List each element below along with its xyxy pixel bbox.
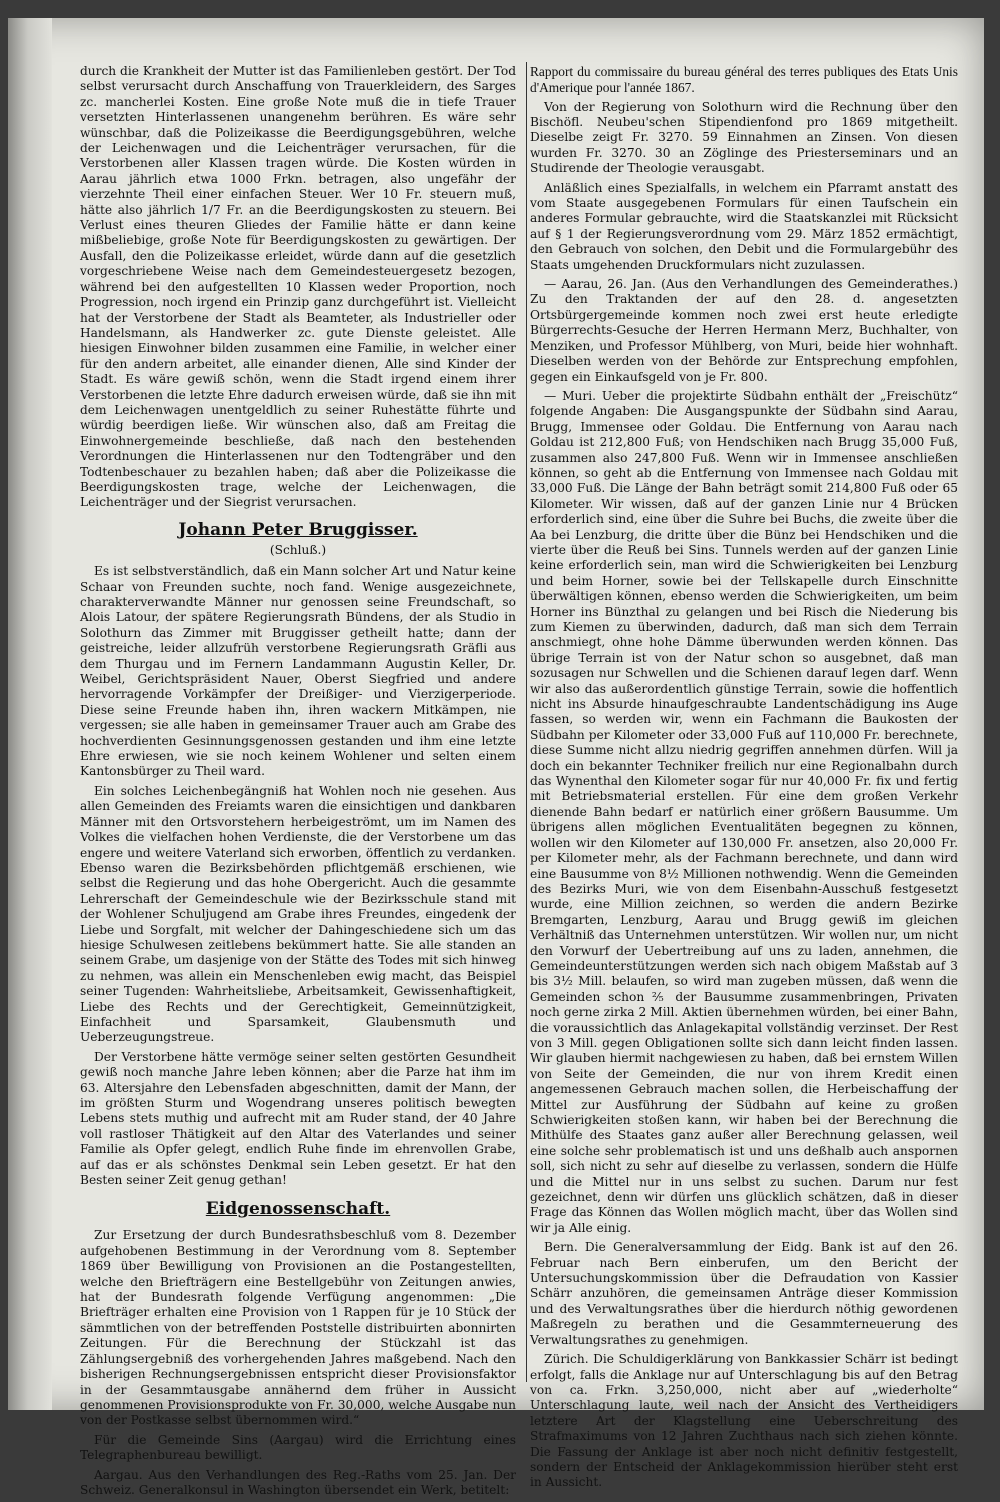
paragraph-bruggisser-1: Es ist selbstverständlich, daß ein Mann solcher Art und Natur keine Schaar von Freunden suchte, noch fand. Wenige ausgezeichnete, charakterverwandte Männer nur genossen seine Freundschaft, so Alois Latour, der spätere Regierungsrath Bündens, der als Studio in Solothurn das Zimmer mit Bruggisser getheilt hatte; dann der geistreiche, leider allzufrüh verstorbene Regierungsrath Gräfli aus dem Thurgau und im Fernern Landammann Augustin Keller, Dr. Weibel, Gerichtspräsident Nauer, Oberst Siegfried und andere hervorragende Vorkämpfer der Dreißiger- und Vierzigerperiode. Diese seine Freunde haben ihn, ihren wackern Mitkämpen, nie vergessen; sie alle haben in gemeinsamer Trauer auch am Grabe des hochverdienten Gesinnungsgenossen gestanden und ihm eine letzte Ehre erwiesen, wie sie noch keinem Wohlener und selten einem Kantonsbürger zu Theil ward. <box>80 564 516 779</box>
paragraph-bruggisser-2: Ein solches Leichenbegängniß hat Wohlen noch nie gesehen. Aus allen Gemeinden des Freiamts waren die einsichtigen und dankbaren Männer mit den Ortsvorstehern herbeigeströmt, um im Namen des Volkes die vielfachen hohen Verdienste, die der Verstorbene um das engere und weitere Vaterland sich erworben, öffentlich zu verdanken. Ebenso waren die Bezirksbehörden pflichtgemäß erschienen, wie selbst die Regierung und das hohe Obergericht. Auch die gesammte Lehrerschaft der Gemeindeschule wie der Bezirksschule stand mit der Wohlener Schuljugend am Grabe ihres Freundes, eingedenk der Liebe und Sorgfalt, mit welcher der Dahingeschiedene sich um das hiesige Schulwesen zeitlebens bekümmert hatte. Sie alle standen an seinem Grabe, um dasjenige von der Stätte des Todes mit sich hinweg zu nehmen, was allein ein Menschenleben ewig macht, das Beispiel seiner Tugenden: Wahrheitsliebe, Arbeitsamkeit, Gewissenhaftigkeit, Liebe des Rechts und der Gerechtigkeit, Gemeinnützigkeit, Einfachheit und Sparsamkeit, Glaubensmuth und Ueberzeugungstreue. <box>80 783 516 1045</box>
paragraph-telegraph-sins: Für die Gemeinde Sins (Aargau) wird die Errichtung eines Telegraphenbureau bewilligt. <box>80 1432 516 1463</box>
page-binding-shadow <box>8 18 52 1410</box>
paragraph-bruggisser-3: Der Verstorbene hätte vermöge seiner selten gestörten Gesundheit gewiß noch manche Jahre leben können; aber die Parze hat ihm im 63. Altersjahre den Lebensfaden abgeschnitten, damit der Mann, der im größten Sturm und Wogendrang unseres politisch bewegten Lebens stets muthig und aufrecht mit am Ruder stand, der 40 Jahre voll rastloser Thätigkeit auf den Altar des Vaterlandes und seiner Familie als Opfer gelegt, endlich Ruhe finde im ehrenvollen Grabe, auf das er als schönstes Denkmal sein Leben gesetzt. Er hat den Besten seiner Zeit genug gethan! <box>80 1049 516 1188</box>
heading-bruggisser: Johann Peter Bruggisser. <box>178 519 418 540</box>
paragraph-aargau-intro: Aargau. Aus den Verhandlungen des Reg.-Raths vom 25. Jan. Der Schweiz. Generalkonsul in Washington übersendet ein Werk, betitelt: <box>80 1467 516 1497</box>
article-funeral-costs: durch die Krankheit der Mutter ist das Familienleben gestört. Der Tod selbst verursacht durch Anschaffung von Trauerkleidern, des Sarges zc. mancherlei Kosten. Eine große Note muß die in tiefe Trauer versetzten Hinterlassenen unangenehm berühren. Es wäre sehr wünschbar, daß die Polizeikasse die Beerdigungsgebühren, welche der Leichenwagen und die Leichenträger verursachen, für die Verstorbenen aller Klassen tragen würde. Die Kosten würden in Aarau jährlich etwa 1000 Frkn. betragen, also ungefähr der vierzehnte Theil einer einfachen Steuer. Wer 10 Fr. steuern muß, hätte also jährlich 1/7 Fr. an die Beerdigungskosten zu steuern. Bei Verlust eines theuren Gliedes der Familie hätte er dann keine mißbeliebige, große Note für Beerdigungskosten zu gewärtigen. Der Ausfall, den die Polizeikasse erleidet, würde dann auf die gesetzlich vorgeschriebene Weise nach dem Gemeindesteuergesetz bezogen, während bei den aufgestellten 10 Klassen weder Proportion, noch Progression, noch irgend ein Prinzip ganz durchgeführt ist. Vielleicht hat der Verstorbene der Stadt als Beamteter, als Industrieller oder Handelsmann, als Handwerker zc. gute Dienste geleistet. Alle hiesigen Einwohner bilden zusammen eine Familie, in welcher einer für den andern arbeitet, alle einander dienen, Alle sind Kinder der Stadt. Es wäre gewiß schön, wenn die Stadt irgend einem ihrer Verstorbenen die letzte Ehre dadurch erweisen würde, daß sie ihn mit dem Leichenwagen unentgeldlich zu seiner Ruhestätte führte und würdig beerdigen ließe. Wir wünschen also, daß am Freitag die Einwohnergemeinde beschließe, daß nach den bestehenden Verordnungen die Hinterlassenen nur den Todtengräber und den Todtenbeschauer zu bezahlen haben; daß aber die Polizeikasse die Beerdigungskosten trage, welche der Leichenwagen, die Leichenträger und der Siegrist verursachen. <box>80 64 516 510</box>
paragraph-taufschein: Anläßlich eines Spezialfalls, in welchem ein Pfarramt anstatt des vom Staate ausgegebenen Formulars für einen Taufschein ein anderes Formular gebrauchte, wird die Staatskanzlei mit Rücksicht auf § 1 der Regierungsverordnung vom 29. März 1852 ermächtigt, den Gebrauch von solchen, den Debit und die Formulargebühr des Staats umgehenden Druckformulars nicht zuzulassen. <box>530 180 958 272</box>
paragraph-bern: Bern. Die Generalversammlung der Eidg. Bank ist auf den 26. Februar nach Bern einberufen, um den Bericht der Untersuchungskommission über die Defraudation von Kassier Schärr anzuhören, die gemeinsamen Anträge dieser Kommission und des Verwaltungsrathes über die hierdurch nöthig gewordenen Maßregeln zu berathen und die Gesammterneuerung des Verwaltungsrathes zu genehmigen. <box>530 1240 958 1347</box>
paragraph-postal-provision: Zur Ersetzung der durch Bundesrathsbeschluß vom 8. Dezember aufgehobenen Bestimmung in der Verordnung vom 8. September 1869 über Bewilligung von Provisionen an die Postangestellten, welche den Briefträgern eine Bestellgebühr von Zeitungen anwies, hat der Bundesrath folgende Verfügung angenommen: „Die Briefträger erhalten eine Provision von 1 Rappen für je 10 Stück der sämmtlichen von der betreffenden Poststelle distribuirten abonnirten Zeitungen. Für die Berechnung der Stückzahl ist das Zählungsergebniß des vorhergehenden Jahres maßgebend. Nach den bisherigen Rechnungsergebnissen entspricht dieser Provisionsfaktor in der Gesammtausgabe annähernd dem früher in Aussicht genommenen Provisionsprodukte von Fr. 30,000, welche Ausgabe nun von der Postkasse selbst übernommen wird.“ <box>80 1228 516 1428</box>
paragraph-solothurn: Von der Regierung von Solothurn wird die Rechnung über den Bischöfl. Neubeu'schen Stipendienfond pro 1869 mitgetheilt. Dieselbe zeigt Fr. 3270. 59 Einnahmen an Zinsen. Von diesen wurden Fr. 3270. 30 an Zöglinge des Priesterseminars und an Studirende der Theologie verausgabt. <box>530 99 958 176</box>
paragraph-zuerich: Zürich. Die Schuldigerklärung von Bankkassier Schärr ist bedingt erfolgt, falls die Anklage nur auf Unterschlagung bis auf den Betrag von ca. Frkn. 3,250,000, nicht aber auf „wiederholte“ Unterschlagung laute, weil nach der Ansicht des Vertheidigers letztere Art der Klagstellung eine Ueberschreitung des Strafmaximums von 12 Jahren Zuchthaus nach sich ziehen könnte. Die Fassung der Anklage ist aber noch nicht definitiv festgestellt, sondern der Entscheid der Anklagekommission hierüber steht erst in Aussicht. <box>530 1352 958 1490</box>
subheading-schluss: (Schluß.) <box>269 542 327 557</box>
column-divider <box>526 62 527 1382</box>
left-column <box>80 64 516 1502</box>
paragraph-french-title: Rapport du commissaire du bureau général des terres publiques des Etats Unis d'Amerique pour l'année 1867. <box>530 64 958 95</box>
paragraph-muri-suedbahn: — Muri. Ueber die projektirte Südbahn enthält der „Freischütz“ folgende Angaben: Die Ausgangspunkte der Südbahn sind Aarau, Brugg, Immensee oder Goldau. Die Entfernung von Aarau nach Goldau ist 212,800 Fuß; von Hendschiken nach Brugg 35,000 Fuß, zusammen also 247,800 Fuß. Wenn wir in Immensee anschließen können, so geht ab die Entfernung von Immensee nach Goldau mit 33,000 Fuß. Die Länge der Bahn beträgt somit 214,800 Fuß oder 65 Kilometer. Wir wissen, daß auf der ganzen Linie nur 4 Brücken erforderlich sind, eine über die Suhre bei Buchs, die zweite über die Aa bei Lenzburg, die dritte über die Bünz bei Hendschiken und die vierte über die Reuß bei Sins. Tunnels werden auf der ganzen Linie keine erforderlich sein, man wird die Schwierigkeiten bei Lenzburg und beim Horner, sowie bei der Tellskapelle durch Einschnitte überwältigen können, ebenso werden die Schwierigkeiten, um beim Horner ins Bünzthal zu gelangen und bei Risch die Niederung bis zum Kiemen zu überwinden, dadurch, daß man sich dem Terrain anschmiegt, ohne hohe Dämme überwunden werden können. Das übrige Terrain ist von der Natur schon so ausgebnet, daß man sozusagen nur Schwellen und die Schienen darauf legen darf. Wenn wir also das außerordentlich günstige Terrain, sowie die hoffentlich nicht ins Absurde hinaufgeschraubte Landentschädigung ins Auge fassen, so werden wir, wenn ein Fachmann die Baukosten der Südbahn per Kilometer oder 33,000 Fuß auf 110,000 Fr. berechnete, diese Summe nicht allzu niedrig gegriffen annehmen dürfen. Will ja doch ein bekannter Techniker freilich nur eine Regionalbahn durch das Wynenthal den Kilometer sogar für nur 40,000 Fr. fix und fertig mit Betriebsmaterial erstellen. Für eine dem großen Verkehr dienende Bahn bedarf er natürlich einer größern Bausumme. Um übrigens allen möglichen Eventualitäten begegnen zu können, wollen wir den Kilometer auf 130,000 Fr. ansetzen, also 20,000 Fr. per Kilometer mehr, als der Fachmann berechnete, und dann wird eine Bausumme von 8½ Millionen nothwendig. Wenn die Gemeinden des Bezirks Muri, wie von dem Eisenbahn-Ausschuß festgesetzt wurde, eine Million zeichnen, so werden die andern Bezirke Bremgarten, Lenzburg, Aarau und Brugg gewiß im gleichen Verhältniß das Unternehmen unterstützen. Wir wollen nur, um nicht den Vorwurf der Uebertreibung auf uns zu laden, annehmen, die Gemeindeunterstützungen werden sich nach obigem Maßstab auf 3 bis 3½ Mill. belaufen, so wird man zugeben müssen, daß wenn die Gemeinden schon ⅖ der Bausumme zusammenbringen, Privaten noch gerne zirka 2 Mill. Aktien übernehmen würden, bei einer Bahn, die voraussichtlich das Anlagekapital vollständig verzinset. Der Rest von 3 Mill. gegen Obligationen sollte sich dann leicht finden lassen. Wir glauben hiermit nachgewiesen zu haben, daß bei ernstem Willen von Seite der Gemeinden, die nur von ihrem Kredit einen angemessenen Gebrauch machen sollen, die Herbeischaffung der Mittel zur Ausführung der Südbahn auf keine zu großen Schwierigkeiten stoßen kann, wir haben bei der Berechnung die Mithülfe des Staates ganz außer aller Berechnung gelassen, weil eine solche sehr problematisch ist und uns deßhalb auch anspornen soll, sich nicht zu sehr auf dieselbe zu verlassen, sondern die Hülfe und die Mittel nur in uns selbst zu suchen. Darum nur fest gezeichnet, denn wir dürfen uns glücklich schätzen, daß in dieser Frage das Können das Wollen möglich macht, über das Wollen sind wir ja Alle einig. <box>530 388 958 1235</box>
heading-eidgenossenschaft: Eidgenossenschaft. <box>205 1199 391 1220</box>
newspaper-page <box>8 18 984 1497</box>
right-column <box>530 64 958 1495</box>
paragraph-aarau: — Aarau, 26. Jan. (Aus den Verhandlungen des Gemeinderathes.) Zu den Traktanden der auf den 28. d. angesetzten Ortsbürgergemeinde kommen noch zwei erst heute erledigte Bürgerrechts-Gesuche der Herren Hermann Merz, Buchhalter, von Menziken, und Professor Mühlberg, von Muri, beide hier wohnhaft. Dieselben werden von der Behörde zur Entsprechung empfohlen, gegen ein Einkaufsgeld von je Fr. 800. <box>530 277 958 384</box>
